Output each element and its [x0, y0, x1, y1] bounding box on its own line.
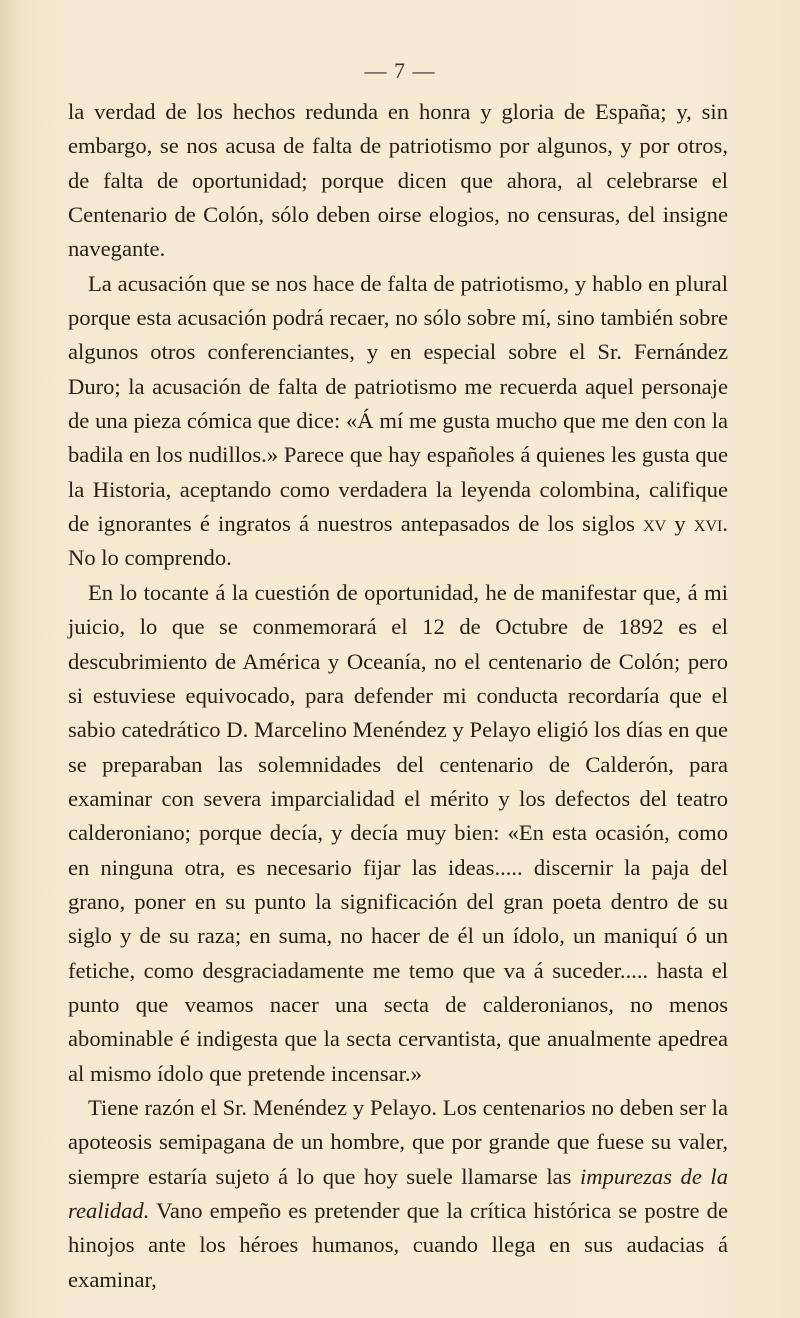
- paragraph-2: [68, 267, 728, 576]
- page-number: — 7 —: [364, 58, 436, 83]
- body-text: [68, 95, 728, 1297]
- paragraph-4-text-after: Vano empeño es pretender que la crítica histórica se postre de hinojos ante los héroes humanos, cuando llega en sus audacias á examinar,: [68, 1198, 728, 1292]
- paragraph-2-text-before: La acusación que se nos hace de falta de patriotismo, y hablo en plural porque esta acusación podrá recaer, no sólo sobre mí, sino también sobre algunos otros conferenciantes, y en especial sobre el Sr. Fernández Duro; la acusación de falta de patriotismo me recuerda aquel personaje de una pieza cómica que dice: «Á mí me gusta mucho que me den con la badila en los nudillos.» Parece que hay españoles á quienes les gusta que la Historia, aceptando como verdadera la leyenda colombina, califique de ignorantes é ingratos á nuestros antepasados de los siglos: [68, 270, 728, 537]
- paragraph-3: En lo tocante á la cuestión de oportunidad, he de manifestar que, á mi juicio, lo que se conmemorará el 12 de Octubre de 1892 es el descubrimiento de América y Oceanía, no el centenario de Colón; pero si estuviese equivocado, para defender mi conducta recordaría que el sabio catedrático D. Marcelino Menéndez y Pelayo eligió los días en que se preparaban las solemnidades del centenario de Calderón, para examinar con severa imparcialidad el mérito y los defectos del teatro calderoniano; porque decía, y decía muy bien: «En esta ocasión, como en ninguna otra, es necesario fijar las ideas..... discernir la paja del grano, poner en su punto la significación del gran poeta dentro de su siglo y de su raza; en suma, no hacer de él un ídolo, un maniquí ó un fetiche, como desgraciadamente me temo que va á suceder..... hasta el punto que veamos nacer una secta de calderonianos, no menos abominable é indigesta que la secta cervantista, que anualmente apedrea al mismo ídolo que pretende incensar.»: [68, 579, 728, 1086]
- century-xvi: xvi: [693, 511, 723, 537]
- paragraph-4: [68, 1091, 728, 1297]
- paragraph-2-middle: y: [666, 511, 694, 537]
- century-xv: xv: [643, 511, 667, 537]
- paragraph-2-text-after: . No lo comprendo.: [68, 511, 728, 571]
- italic-phrase: impurezas de la realidad.: [68, 1163, 728, 1223]
- paragraph-4-text-before: Tiene razón el Sr. Menéndez y Pelayo. Los centenarios no deben ser la apoteosis semipagana de un hombre, que por grande que fuese su valer, siempre estaría sujeto á lo que hoy suele llamarse las: [68, 1094, 728, 1189]
- paragraph-1: la verdad de los hechos redunda en honra y gloria de España; y, sin embargo, se nos acusa de falta de patriotismo por algunos, y por otros, de falta de oportunidad; porque dicen que ahora, al celebrarse el Centenario de Colón, sólo deben oirse elogios, no censuras, del insigne navegante.: [68, 99, 728, 262]
